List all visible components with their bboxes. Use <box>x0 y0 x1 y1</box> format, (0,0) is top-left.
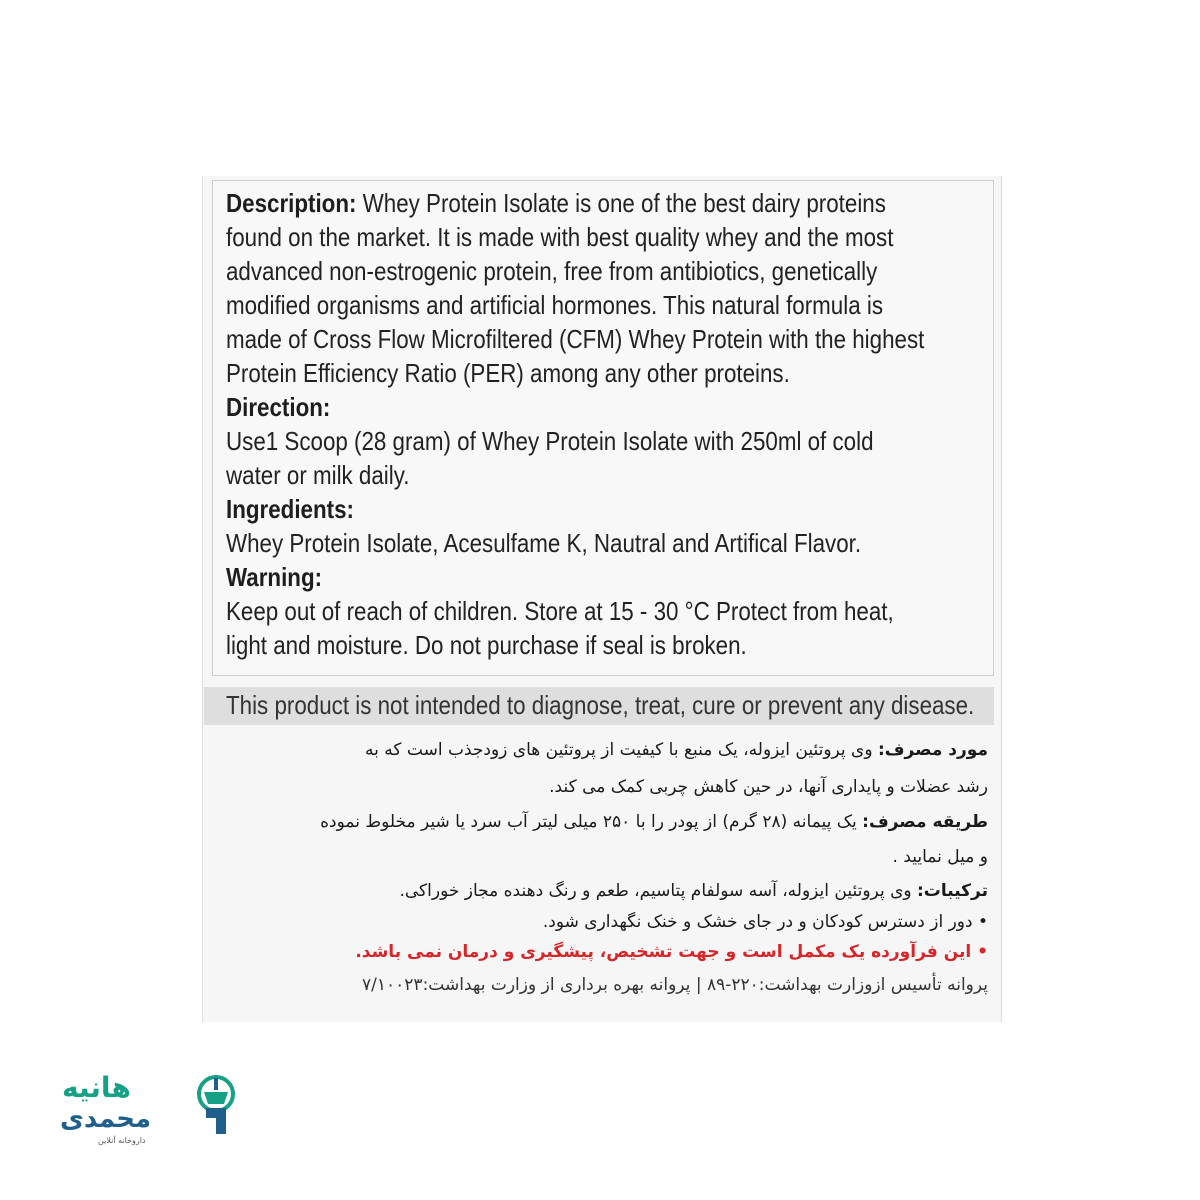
direction-line-2: water or milk daily. <box>226 460 410 490</box>
warning-line-1: Keep out of reach of children. Store at 15 - 30 °C Protect from heat, <box>226 596 894 626</box>
fa-usage-line-1: مورد مصرف: وی پروتئین ایزوله، یک منبع با کیفیت از پروتئین های زودجذب است که به <box>365 740 988 760</box>
description-line-1: Description: Whey Protein Isolate is one of the best dairy proteins <box>226 188 886 218</box>
disclaimer-text: This product is not intended to diagnose, treat, cure or prevent any disease. <box>226 690 975 720</box>
fa-supplement-notice: • این فرآورده یک مکمل است و جهت تشخیص، پیشگیری و درمان نمی باشد. <box>355 942 988 962</box>
warning-line-2: light and moisture. Do not purchase if seal is broken. <box>226 630 747 660</box>
fa-direction-line-2: و میل نمایید . <box>892 847 988 867</box>
logo-subtitle: داروخانه آنلاین <box>98 1136 146 1145</box>
description-line-3: advanced non-estrogenic protein, free from antibiotics, genetically <box>226 256 878 286</box>
fa-direction-heading: طریقه مصرف: <box>862 812 988 832</box>
description-line-2: found on the market. It is made with best quality whey and the most <box>226 222 894 252</box>
description-line-4: modified organisms and artificial hormones. This natural formula is <box>226 290 884 320</box>
fa-direction-line-1: طریقه مصرف: یک پیمانه (۲۸ گرم) از پودر را با ۲۵۰ میلی لیتر آب سرد یا شیر مخلوط نموده <box>320 812 988 832</box>
direction-heading: Direction: <box>226 392 331 422</box>
fa-storage-line: • دور از دسترس کودکان و در جای خشک و خنک نگهداری شود. <box>542 912 988 932</box>
logo-word-top: هانیه <box>62 1071 131 1104</box>
fa-ingredients-heading: ترکیبات: <box>917 881 988 901</box>
fa-usage-heading: مورد مصرف: <box>877 740 988 760</box>
warning-heading: Warning: <box>226 562 323 592</box>
description-heading: Description: <box>226 188 357 218</box>
logo-word-bottom: محمدی <box>60 1104 152 1134</box>
direction-line-1: Use1 Scoop (28 gram) of Whey Protein Isolate with 250ml of cold <box>226 426 874 456</box>
pharmacy-mortar-icon <box>192 1074 240 1140</box>
description-line-5: made of Cross Flow Microfiltered (CFM) Whey Protein with the highest <box>226 324 925 354</box>
ingredients-line: Whey Protein Isolate, Acesulfame K, Nautral and Artifical Flavor. <box>226 528 862 558</box>
fa-license-line: پروانه تأسیس ازوزارت بهداشت:۲۲۰-۸۹ | پروانه بهره برداری از وزارت بهداشت:۷/۱۰۰۲۳ <box>362 975 988 995</box>
description-line-6: Protein Efficiency Ratio (PER) among any other proteins. <box>226 358 790 388</box>
fa-ingredients-line: ترکیبات: وی پروتئین ایزوله، آسه سولفام پتاسیم، طعم و رنگ دهنده مجاز خوراکی. <box>399 881 988 901</box>
ingredients-heading: Ingredients: <box>226 494 354 524</box>
fa-usage-line-2: رشد عضلات و پایداری آنها، در حین کاهش چربی کمک می کند. <box>549 777 988 797</box>
